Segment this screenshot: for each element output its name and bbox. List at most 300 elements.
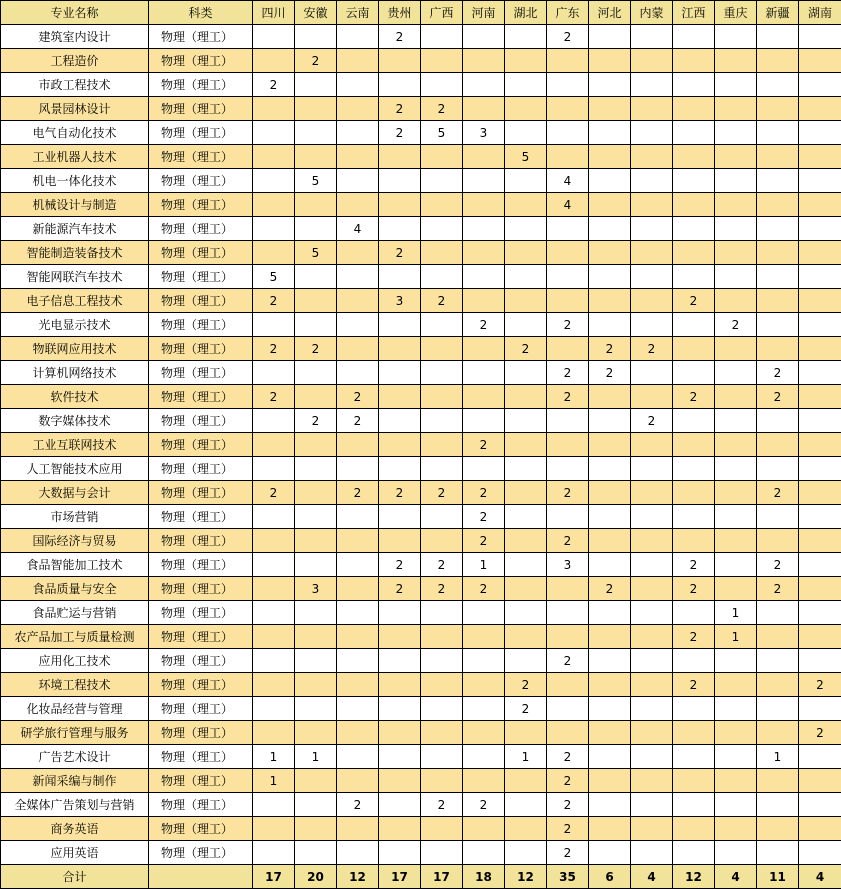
quota-cell bbox=[673, 97, 715, 121]
category-cell: 物理（理工） bbox=[149, 145, 253, 169]
quota-cell bbox=[505, 649, 547, 673]
quota-cell bbox=[295, 73, 337, 97]
quota-cell bbox=[505, 97, 547, 121]
quota-cell bbox=[379, 145, 421, 169]
quota-cell bbox=[589, 529, 631, 553]
quota-cell bbox=[337, 337, 379, 361]
quota-cell: 2 bbox=[673, 625, 715, 649]
table-row bbox=[1, 169, 841, 193]
quota-cell bbox=[463, 697, 505, 721]
quota-cell bbox=[379, 337, 421, 361]
quota-cell bbox=[295, 721, 337, 745]
quota-cell bbox=[631, 721, 673, 745]
quota-cell bbox=[547, 433, 589, 457]
quota-cell bbox=[337, 73, 379, 97]
total-value-cell: 17 bbox=[379, 865, 421, 889]
quota-cell bbox=[337, 697, 379, 721]
quota-cell bbox=[547, 409, 589, 433]
quota-cell bbox=[799, 433, 841, 457]
category-cell: 物理（理工） bbox=[149, 289, 253, 313]
quota-cell bbox=[295, 145, 337, 169]
quota-cell: 2 bbox=[337, 793, 379, 817]
major-name-cell: 广告艺术设计 bbox=[1, 745, 149, 769]
quota-cell bbox=[589, 745, 631, 769]
quota-cell bbox=[799, 697, 841, 721]
header-province: 湖北 bbox=[505, 1, 547, 25]
quota-cell: 2 bbox=[673, 385, 715, 409]
quota-cell bbox=[589, 169, 631, 193]
quota-cell bbox=[253, 553, 295, 577]
quota-cell bbox=[631, 505, 673, 529]
quota-cell bbox=[379, 529, 421, 553]
quota-cell bbox=[463, 817, 505, 841]
quota-cell: 5 bbox=[421, 121, 463, 145]
quota-cell bbox=[589, 409, 631, 433]
quota-cell: 2 bbox=[547, 745, 589, 769]
quota-cell: 1 bbox=[253, 745, 295, 769]
quota-cell bbox=[799, 217, 841, 241]
quota-cell bbox=[589, 313, 631, 337]
quota-cell bbox=[547, 625, 589, 649]
quota-cell bbox=[421, 841, 463, 865]
quota-cell: 1 bbox=[715, 625, 757, 649]
quota-cell bbox=[463, 385, 505, 409]
quota-cell bbox=[295, 769, 337, 793]
quota-cell bbox=[715, 145, 757, 169]
quota-cell bbox=[799, 337, 841, 361]
quota-cell: 2 bbox=[463, 577, 505, 601]
quota-cell: 2 bbox=[295, 337, 337, 361]
quota-cell bbox=[253, 409, 295, 433]
quota-cell bbox=[379, 673, 421, 697]
quota-cell bbox=[589, 193, 631, 217]
quota-cell bbox=[421, 337, 463, 361]
category-cell: 物理（理工） bbox=[149, 745, 253, 769]
quota-cell bbox=[505, 457, 547, 481]
table-row bbox=[1, 769, 841, 793]
quota-cell: 2 bbox=[463, 481, 505, 505]
quota-cell: 2 bbox=[421, 289, 463, 313]
category-cell: 物理（理工） bbox=[149, 25, 253, 49]
quota-cell bbox=[505, 433, 547, 457]
quota-cell bbox=[715, 529, 757, 553]
major-name-cell: 人工智能技术应用 bbox=[1, 457, 149, 481]
quota-cell bbox=[295, 265, 337, 289]
quota-cell bbox=[421, 601, 463, 625]
quota-cell bbox=[673, 409, 715, 433]
major-name-cell: 物联网应用技术 bbox=[1, 337, 149, 361]
quota-cell: 2 bbox=[253, 481, 295, 505]
quota-cell bbox=[505, 289, 547, 313]
quota-cell bbox=[631, 745, 673, 769]
major-name-cell: 电子信息工程技术 bbox=[1, 289, 149, 313]
quota-cell bbox=[589, 25, 631, 49]
quota-cell bbox=[547, 217, 589, 241]
quota-cell bbox=[715, 817, 757, 841]
quota-cell bbox=[379, 721, 421, 745]
quota-cell bbox=[631, 49, 673, 73]
quota-cell bbox=[715, 385, 757, 409]
quota-cell bbox=[253, 673, 295, 697]
quota-cell bbox=[253, 25, 295, 49]
quota-cell bbox=[673, 241, 715, 265]
quota-cell bbox=[631, 217, 673, 241]
major-name-cell: 农产品加工与质量检测 bbox=[1, 625, 149, 649]
quota-cell bbox=[547, 505, 589, 529]
quota-cell bbox=[253, 697, 295, 721]
quota-cell bbox=[715, 97, 757, 121]
major-name-cell: 工业机器人技术 bbox=[1, 145, 149, 169]
quota-cell bbox=[631, 289, 673, 313]
quota-cell bbox=[673, 817, 715, 841]
quota-cell: 2 bbox=[505, 697, 547, 721]
quota-cell bbox=[337, 721, 379, 745]
quota-cell bbox=[715, 769, 757, 793]
table-row bbox=[1, 457, 841, 481]
quota-cell bbox=[253, 97, 295, 121]
quota-cell: 1 bbox=[463, 553, 505, 577]
quota-cell bbox=[421, 457, 463, 481]
major-name-cell: 市政工程技术 bbox=[1, 73, 149, 97]
quota-cell: 2 bbox=[757, 577, 799, 601]
quota-cell bbox=[715, 265, 757, 289]
quota-cell bbox=[673, 745, 715, 769]
quota-cell bbox=[547, 121, 589, 145]
quota-cell bbox=[589, 817, 631, 841]
quota-cell bbox=[379, 361, 421, 385]
category-cell: 物理（理工） bbox=[149, 241, 253, 265]
quota-cell bbox=[463, 769, 505, 793]
quota-cell bbox=[757, 529, 799, 553]
quota-cell: 2 bbox=[547, 385, 589, 409]
header-major: 专业名称 bbox=[1, 1, 149, 25]
quota-cell bbox=[253, 529, 295, 553]
quota-cell bbox=[379, 433, 421, 457]
total-value-cell: 4 bbox=[715, 865, 757, 889]
quota-cell bbox=[757, 649, 799, 673]
table-row bbox=[1, 73, 841, 97]
quota-cell: 1 bbox=[715, 601, 757, 625]
quota-cell: 2 bbox=[673, 289, 715, 313]
quota-cell: 2 bbox=[505, 673, 547, 697]
table-row bbox=[1, 601, 841, 625]
header-row bbox=[1, 1, 841, 25]
quota-cell: 5 bbox=[295, 169, 337, 193]
major-name-cell: 光电显示技术 bbox=[1, 313, 149, 337]
table-row bbox=[1, 721, 841, 745]
quota-cell bbox=[253, 601, 295, 625]
quota-cell bbox=[337, 553, 379, 577]
category-cell: 物理（理工） bbox=[149, 505, 253, 529]
quota-cell bbox=[253, 649, 295, 673]
quota-cell bbox=[505, 625, 547, 649]
quota-cell: 2 bbox=[253, 337, 295, 361]
major-name-cell: 软件技术 bbox=[1, 385, 149, 409]
quota-cell bbox=[463, 601, 505, 625]
quota-cell bbox=[505, 553, 547, 577]
quota-cell bbox=[421, 241, 463, 265]
quota-cell bbox=[673, 601, 715, 625]
table-row bbox=[1, 265, 841, 289]
quota-cell bbox=[673, 121, 715, 145]
quota-cell bbox=[463, 721, 505, 745]
quota-cell bbox=[337, 649, 379, 673]
quota-cell bbox=[505, 769, 547, 793]
category-cell: 物理（理工） bbox=[149, 649, 253, 673]
quota-cell bbox=[589, 265, 631, 289]
quota-cell bbox=[631, 673, 673, 697]
quota-cell bbox=[799, 241, 841, 265]
quota-cell bbox=[715, 577, 757, 601]
total-value-cell: 12 bbox=[337, 865, 379, 889]
quota-cell bbox=[463, 49, 505, 73]
quota-cell bbox=[295, 697, 337, 721]
quota-cell bbox=[715, 121, 757, 145]
table-row bbox=[1, 97, 841, 121]
category-cell: 物理（理工） bbox=[149, 49, 253, 73]
quota-cell bbox=[673, 361, 715, 385]
quota-cell bbox=[547, 673, 589, 697]
quota-cell: 2 bbox=[337, 409, 379, 433]
quota-cell bbox=[463, 289, 505, 313]
quota-cell: 2 bbox=[253, 289, 295, 313]
quota-cell bbox=[589, 793, 631, 817]
quota-cell bbox=[757, 769, 799, 793]
quota-cell bbox=[799, 649, 841, 673]
quota-cell: 2 bbox=[337, 481, 379, 505]
quota-cell bbox=[631, 169, 673, 193]
table-row bbox=[1, 121, 841, 145]
quota-cell bbox=[505, 361, 547, 385]
quota-cell bbox=[379, 409, 421, 433]
quota-cell bbox=[253, 577, 295, 601]
quota-cell bbox=[463, 241, 505, 265]
quota-cell bbox=[589, 721, 631, 745]
quota-cell bbox=[463, 337, 505, 361]
major-name-cell: 风景园林设计 bbox=[1, 97, 149, 121]
quota-cell: 2 bbox=[379, 553, 421, 577]
quota-cell bbox=[253, 145, 295, 169]
quota-cell bbox=[673, 697, 715, 721]
quota-cell bbox=[757, 241, 799, 265]
quota-cell bbox=[757, 193, 799, 217]
quota-cell bbox=[673, 841, 715, 865]
quota-cell bbox=[715, 73, 757, 97]
quota-cell bbox=[253, 241, 295, 265]
table-row bbox=[1, 577, 841, 601]
quota-cell: 3 bbox=[463, 121, 505, 145]
major-name-cell: 电气自动化技术 bbox=[1, 121, 149, 145]
quota-cell bbox=[757, 121, 799, 145]
table-row bbox=[1, 313, 841, 337]
major-name-cell: 环境工程技术 bbox=[1, 673, 149, 697]
quota-cell bbox=[631, 25, 673, 49]
category-cell: 物理（理工） bbox=[149, 817, 253, 841]
quota-cell bbox=[295, 529, 337, 553]
quota-cell: 2 bbox=[379, 481, 421, 505]
quota-cell bbox=[379, 385, 421, 409]
quota-cell bbox=[253, 721, 295, 745]
quota-cell: 2 bbox=[757, 553, 799, 577]
quota-cell bbox=[337, 505, 379, 529]
quota-cell bbox=[799, 505, 841, 529]
quota-cell bbox=[715, 241, 757, 265]
quota-cell bbox=[673, 769, 715, 793]
quota-cell bbox=[295, 97, 337, 121]
quota-cell bbox=[295, 625, 337, 649]
quota-cell bbox=[295, 217, 337, 241]
quota-cell bbox=[589, 625, 631, 649]
quota-cell bbox=[799, 49, 841, 73]
quota-cell bbox=[421, 265, 463, 289]
category-cell: 物理（理工） bbox=[149, 553, 253, 577]
quota-cell bbox=[799, 121, 841, 145]
quota-cell: 2 bbox=[547, 841, 589, 865]
quota-cell bbox=[337, 241, 379, 265]
quota-cell bbox=[379, 73, 421, 97]
quota-cell bbox=[757, 697, 799, 721]
header-province: 河南 bbox=[463, 1, 505, 25]
major-name-cell: 食品贮运与营销 bbox=[1, 601, 149, 625]
category-cell: 物理（理工） bbox=[149, 121, 253, 145]
quota-cell bbox=[547, 97, 589, 121]
quota-cell bbox=[673, 217, 715, 241]
category-cell: 物理（理工） bbox=[149, 409, 253, 433]
quota-cell bbox=[757, 145, 799, 169]
quota-cell bbox=[421, 505, 463, 529]
quota-cell bbox=[295, 121, 337, 145]
quota-cell bbox=[421, 697, 463, 721]
header-province: 重庆 bbox=[715, 1, 757, 25]
table-row bbox=[1, 625, 841, 649]
quota-cell bbox=[379, 817, 421, 841]
total-value-cell: 11 bbox=[757, 865, 799, 889]
quota-cell bbox=[295, 289, 337, 313]
major-name-cell: 机电一体化技术 bbox=[1, 169, 149, 193]
quota-cell bbox=[421, 817, 463, 841]
quota-cell bbox=[337, 769, 379, 793]
total-value-cell: 6 bbox=[589, 865, 631, 889]
quota-cell bbox=[379, 193, 421, 217]
major-name-cell: 食品质量与安全 bbox=[1, 577, 149, 601]
quota-cell bbox=[505, 481, 547, 505]
major-name-cell: 数字媒体技术 bbox=[1, 409, 149, 433]
quota-cell bbox=[589, 49, 631, 73]
quota-cell bbox=[673, 433, 715, 457]
category-cell: 物理（理工） bbox=[149, 697, 253, 721]
quota-cell bbox=[631, 241, 673, 265]
quota-cell bbox=[295, 433, 337, 457]
quota-cell bbox=[715, 721, 757, 745]
header-province: 广东 bbox=[547, 1, 589, 25]
quota-cell bbox=[589, 385, 631, 409]
quota-cell: 2 bbox=[505, 337, 547, 361]
quota-cell bbox=[463, 73, 505, 97]
quota-cell bbox=[757, 433, 799, 457]
quota-cell bbox=[631, 361, 673, 385]
quota-cell bbox=[379, 265, 421, 289]
quota-cell: 2 bbox=[337, 385, 379, 409]
quota-cell bbox=[505, 409, 547, 433]
quota-cell bbox=[379, 217, 421, 241]
quota-cell bbox=[337, 601, 379, 625]
quota-cell bbox=[253, 505, 295, 529]
quota-cell bbox=[379, 169, 421, 193]
quota-cell bbox=[337, 841, 379, 865]
quota-cell bbox=[715, 673, 757, 697]
quota-cell: 2 bbox=[463, 505, 505, 529]
quota-cell bbox=[463, 625, 505, 649]
category-cell: 物理（理工） bbox=[149, 721, 253, 745]
quota-cell: 2 bbox=[463, 529, 505, 553]
quota-cell bbox=[547, 145, 589, 169]
table-row bbox=[1, 361, 841, 385]
quota-cell bbox=[421, 409, 463, 433]
quota-cell bbox=[505, 217, 547, 241]
quota-cell bbox=[547, 73, 589, 97]
quota-cell bbox=[337, 529, 379, 553]
quota-cell bbox=[757, 73, 799, 97]
quota-cell bbox=[715, 649, 757, 673]
total-value-cell: 17 bbox=[253, 865, 295, 889]
quota-cell bbox=[715, 457, 757, 481]
quota-cell bbox=[253, 433, 295, 457]
quota-cell bbox=[547, 577, 589, 601]
quota-cell: 2 bbox=[547, 769, 589, 793]
quota-cell bbox=[799, 145, 841, 169]
quota-cell: 2 bbox=[757, 385, 799, 409]
quota-cell bbox=[421, 673, 463, 697]
quota-cell bbox=[463, 649, 505, 673]
quota-cell bbox=[757, 97, 799, 121]
table-row bbox=[1, 697, 841, 721]
quota-cell bbox=[715, 337, 757, 361]
table-row bbox=[1, 49, 841, 73]
quota-cell bbox=[757, 505, 799, 529]
quota-cell: 2 bbox=[757, 481, 799, 505]
quota-cell bbox=[463, 145, 505, 169]
quota-cell bbox=[673, 49, 715, 73]
quota-cell bbox=[589, 841, 631, 865]
quota-cell bbox=[757, 793, 799, 817]
quota-cell bbox=[799, 25, 841, 49]
major-name-cell: 新闻采编与制作 bbox=[1, 769, 149, 793]
quota-cell bbox=[421, 649, 463, 673]
quota-cell: 2 bbox=[547, 361, 589, 385]
quota-cell: 4 bbox=[547, 193, 589, 217]
quota-cell bbox=[505, 793, 547, 817]
quota-cell bbox=[757, 841, 799, 865]
quota-cell bbox=[379, 625, 421, 649]
quota-cell: 2 bbox=[463, 793, 505, 817]
major-name-cell: 机械设计与制造 bbox=[1, 193, 149, 217]
quota-cell bbox=[421, 769, 463, 793]
quota-cell: 2 bbox=[463, 313, 505, 337]
quota-cell bbox=[757, 289, 799, 313]
quota-cell bbox=[379, 841, 421, 865]
table-row bbox=[1, 505, 841, 529]
quota-cell bbox=[589, 601, 631, 625]
quota-cell bbox=[253, 313, 295, 337]
quota-cell bbox=[253, 841, 295, 865]
quota-cell bbox=[589, 241, 631, 265]
table-row bbox=[1, 337, 841, 361]
quota-cell bbox=[379, 505, 421, 529]
quota-cell bbox=[631, 385, 673, 409]
total-row bbox=[1, 865, 841, 889]
major-name-cell: 国际经济与贸易 bbox=[1, 529, 149, 553]
quota-cell bbox=[799, 169, 841, 193]
